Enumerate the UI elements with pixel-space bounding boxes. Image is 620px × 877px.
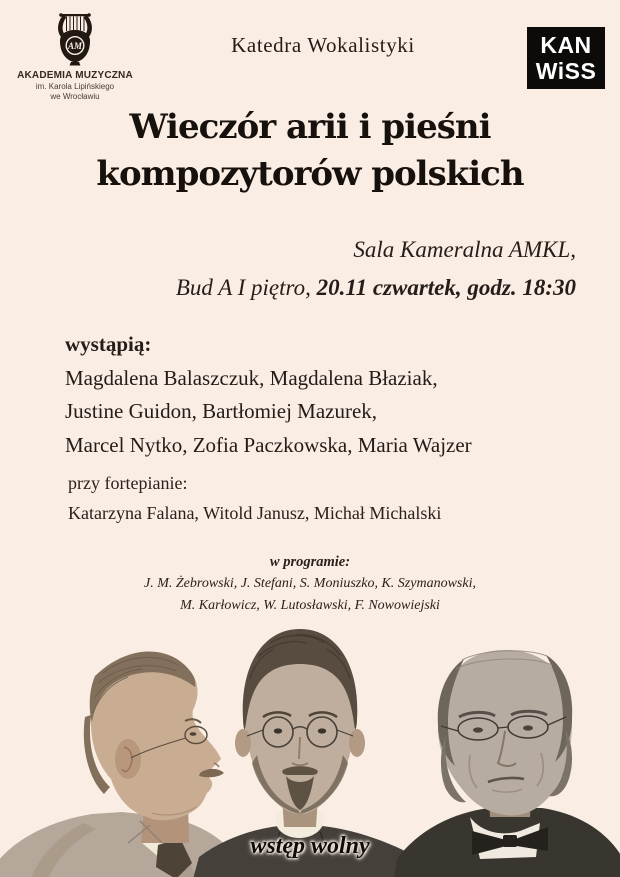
program-line: J. M. Żebrowski, J. Stefani, S. Moniuszko, K. Szymanowski, — [144, 576, 476, 591]
performers-section — [65, 328, 472, 462]
venue-info — [176, 231, 576, 307]
academy-subtitle-2: we Wrocławiu — [50, 92, 100, 101]
academy-subtitle-1: im. Karola Lipińskiego — [35, 82, 115, 91]
academy-name: AKADEMIA MUZYCZNA — [17, 70, 133, 81]
performers-heading: wystąpią: — [65, 332, 152, 356]
title-line-2: kompozytorów polskich — [96, 154, 524, 194]
admission-text: wstęp wolny — [250, 833, 370, 859]
performers-line: Justine Guidon, Bartłomiej Mazurek, — [65, 399, 378, 423]
logo-monogram: AM — [67, 41, 83, 51]
department-name: Katedra Wokalistyki — [231, 33, 415, 57]
kanwiss-line-2: WiSS — [535, 58, 597, 84]
venue-line-2 — [176, 269, 576, 307]
kanwiss-line-1: KAN — [540, 32, 592, 58]
performers-line: Marcel Nytko, Zofia Paczkowska, Maria Wajzer — [65, 432, 472, 457]
program-heading: w programie: — [269, 554, 351, 570]
pianists-line: Katarzyna Falana, Witold Janusz, Michał Michalski — [68, 503, 442, 523]
program-section — [0, 551, 620, 617]
title-line-1: Wieczór arii i pieśni — [129, 107, 491, 147]
performers-line: Magdalena Balaszczuk, Magdalena Błaziak, — [65, 365, 438, 390]
pianists-section — [68, 468, 441, 528]
kanwiss-badge — [527, 27, 605, 89]
venue-building: Bud A I piętro, — [175, 275, 317, 300]
poster-title — [0, 104, 620, 198]
venue-line-1: Sala Kameralna AMKL, — [353, 237, 576, 262]
pianists-heading: przy fortepianie: — [68, 473, 188, 493]
event-datetime: 20.11 czwartek, godz. 18:30 — [316, 275, 576, 300]
program-line: M. Karłowicz, W. Lutosławski, F. Nowowiejski — [180, 598, 440, 613]
